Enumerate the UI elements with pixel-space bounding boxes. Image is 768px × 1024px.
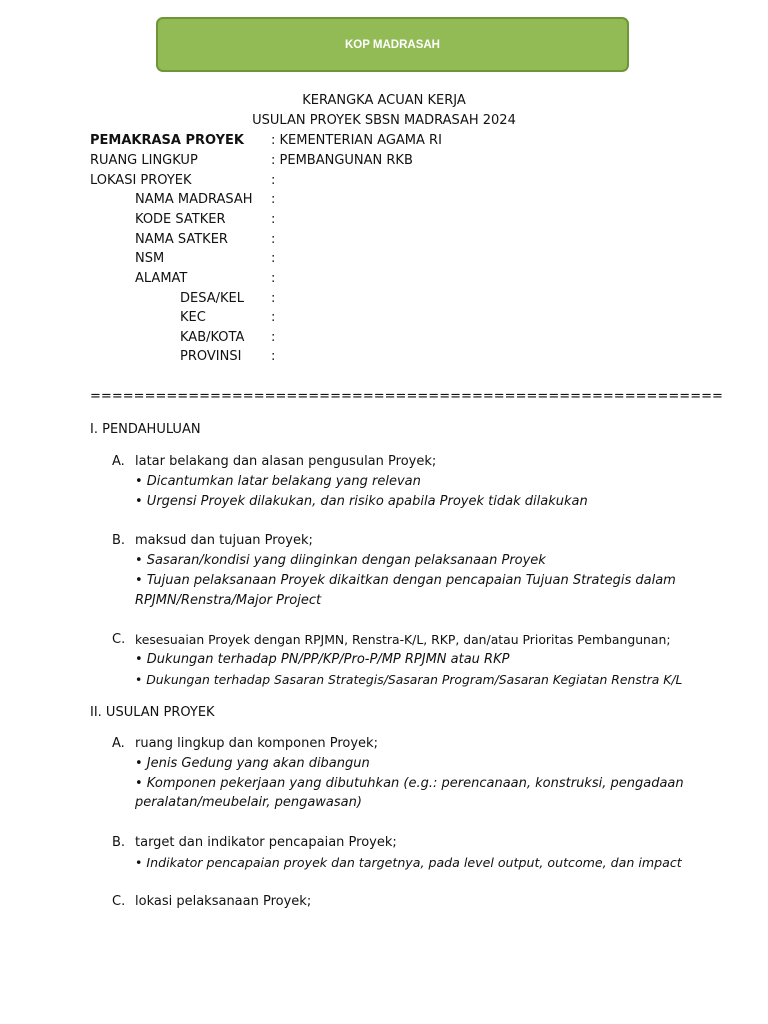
section2-heading: II. USULAN PROYEK bbox=[90, 705, 215, 720]
nama-madrasah-label: NAMA MADRASAH bbox=[135, 192, 253, 207]
pemakrasa-label: PEMAKRASA PROYEK bbox=[90, 133, 244, 148]
lokasi-label: LOKASI PROYEK bbox=[90, 173, 192, 188]
provinsi-label: PROVINSI bbox=[180, 349, 242, 364]
ruang-value: : PEMBANGUNAN RKB bbox=[271, 153, 413, 168]
doc-title-line2: USULAN PROYEK SBSN MADRASAH 2024 bbox=[252, 113, 516, 128]
alamat-label: ALAMAT bbox=[135, 271, 188, 286]
nsm-colon: : bbox=[271, 251, 276, 266]
section2-a-bullet2b: peralatan/meubelair, pengawasan) bbox=[135, 795, 362, 810]
lokasi-colon: : bbox=[271, 173, 276, 188]
section1-c-label: C. bbox=[112, 632, 126, 647]
section2-a-label: A. bbox=[112, 736, 125, 751]
kop-madrasah-text: KOP MADRASAH bbox=[345, 38, 440, 51]
kode-satker-colon: : bbox=[271, 212, 276, 227]
nsm-label: NSM bbox=[135, 251, 165, 266]
section2-b-label: B. bbox=[112, 835, 126, 850]
alamat-colon: : bbox=[271, 271, 276, 286]
section1-b-bullet2b: RPJMN/Renstra/Major Project bbox=[135, 593, 322, 608]
doc-title-line1: KERANGKA ACUAN KERJA bbox=[302, 93, 466, 108]
nama-madrasah-colon: : bbox=[271, 192, 276, 207]
section1-heading: I. PENDAHULUAN bbox=[90, 422, 201, 437]
section2-c-text: lokasi pelaksanaan Proyek; bbox=[135, 894, 312, 909]
ruang-label: RUANG LINGKUP bbox=[90, 153, 198, 168]
kec-label: KEC bbox=[180, 310, 206, 325]
desa-label: DESA/KEL bbox=[180, 291, 244, 306]
kab-label: KAB/KOTA bbox=[180, 330, 245, 345]
section2-a-text: ruang lingkup dan komponen Proyek; bbox=[135, 736, 378, 751]
section2-a-bullet1: • Jenis Gedung yang akan dibangun bbox=[135, 756, 370, 771]
separator-line: ========================================================== bbox=[90, 389, 723, 404]
desa-colon: : bbox=[271, 291, 276, 306]
section2-c-label: C. bbox=[112, 894, 126, 909]
section1-a-bullet1: • Dicantumkan latar belakang yang relevan bbox=[135, 474, 421, 489]
section1-c-bullet2: • Dukungan terhadap Sasaran Strategis/Sasaran Program/Sasaran Kegiatan Renstra K/L bbox=[135, 672, 683, 687]
section1-b-bullet2a: • Tujuan pelaksanaan Proyek dikaitkan dengan pencapaian Tujuan Strategis dalam bbox=[135, 573, 676, 588]
nama-satker-label: NAMA SATKER bbox=[135, 232, 228, 247]
provinsi-colon: : bbox=[271, 349, 276, 364]
kop-madrasah-banner bbox=[156, 17, 629, 72]
section1-a-text: latar belakang dan alasan pengusulan Proyek; bbox=[135, 454, 437, 469]
kec-colon: : bbox=[271, 310, 276, 325]
section2-b-text: target dan indikator pencapaian Proyek; bbox=[135, 835, 397, 850]
section1-c-text: kesesuaian Proyek dengan RPJMN, Renstra-K/L, RKP, dan/atau Prioritas Pembangunan; bbox=[135, 632, 671, 647]
section1-a-label: A. bbox=[112, 454, 125, 469]
section2-a-bullet2a: • Komponen pekerjaan yang dibutuhkan (e.g.: perencanaan, konstruksi, pengadaan bbox=[135, 776, 684, 791]
section1-b-text: maksud dan tujuan Proyek; bbox=[135, 533, 313, 548]
section1-b-label: B. bbox=[112, 533, 126, 548]
kode-satker-label: KODE SATKER bbox=[135, 212, 226, 227]
section1-b-bullet1: • Sasaran/kondisi yang diinginkan dengan pelaksanaan Proyek bbox=[135, 553, 546, 568]
section1-a-bullet2: • Urgensi Proyek dilakukan, dan risiko apabila Proyek tidak dilakukan bbox=[135, 494, 588, 509]
section1-c-bullet1: • Dukungan terhadap PN/PP/KP/Pro-P/MP RPJMN atau RKP bbox=[135, 652, 510, 667]
nama-satker-colon: : bbox=[271, 232, 276, 247]
kab-colon: : bbox=[271, 330, 276, 345]
pemakrasa-value: : KEMENTERIAN AGAMA RI bbox=[271, 133, 442, 148]
section2-b-bullet1: • Indikator pencapaian proyek dan targetnya, pada level output, outcome, dan impact bbox=[135, 855, 682, 870]
